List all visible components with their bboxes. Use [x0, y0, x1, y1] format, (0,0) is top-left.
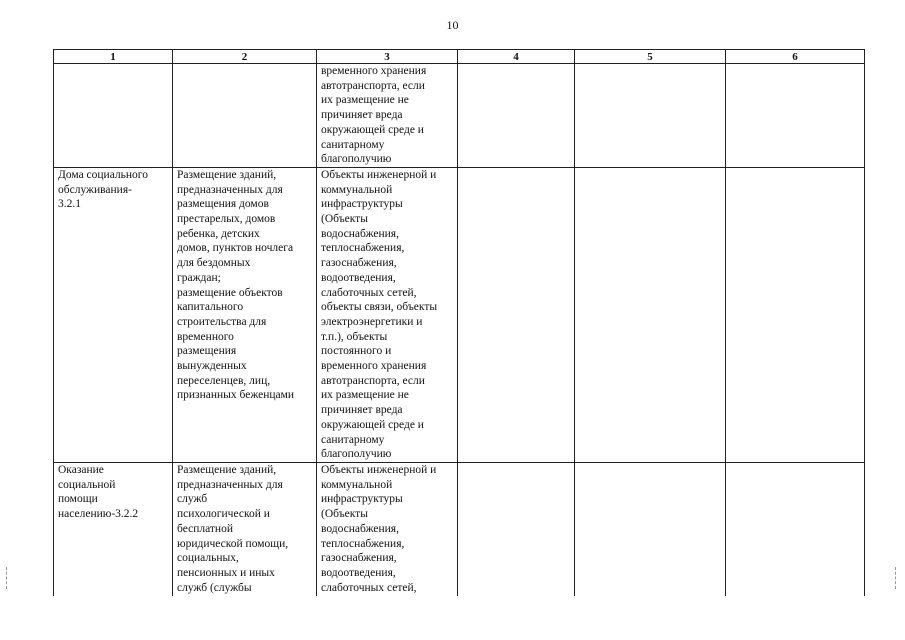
cell-text: Объекты инженерной и коммунальной инфраструктуры (Объекты водоснабжения, теплоснабжения, газоснабжения, водоотведения, слаботочных сетей, — [321, 463, 437, 594]
table-cell — [726, 167, 865, 462]
table-cell — [173, 64, 317, 168]
cell-text: временного хранения автотранспорта, если их размещение не причиняет вреда окружающей среде и санитарному благополучию — [321, 65, 427, 166]
table-cell — [575, 167, 726, 462]
table-row — [54, 64, 865, 168]
column-header-4: 4 — [458, 50, 575, 64]
table-cell — [726, 64, 865, 168]
table-cell — [173, 167, 317, 462]
table-cell — [173, 462, 317, 598]
table-header-row — [54, 50, 865, 64]
column-header-1: 1 — [54, 50, 173, 64]
cell-text: Размещение зданий, предназначенных для служб психологической и бесплатной юридической помощи, социальных, пенсионных и иных служб (службы — [177, 463, 289, 594]
table-row — [54, 462, 865, 598]
table-row — [54, 167, 865, 462]
column-header-3: 3 — [317, 50, 458, 64]
page-number: 10 — [446, 18, 459, 32]
table-cell — [458, 64, 575, 168]
table-cell — [54, 64, 173, 168]
table-cell — [317, 167, 458, 462]
table-cell — [575, 462, 726, 598]
cell-text: Объекты инженерной и коммунальной инфраструктуры (Объекты водоснабжения, теплоснабжения, газоснабжения, водоотведения, слаботочных сетей, объекты связи, объекты электроэнергетики и т.п.), объекты постоянного и временного хранения автотранспорта, если их размещение не причиняет вреда окружающей среде и санитарному благополучию — [321, 168, 438, 461]
column-header-5: 5 — [575, 50, 726, 64]
page-bottom-margin — [0, 596, 905, 640]
table-cell — [317, 462, 458, 598]
column-header-6: 6 — [726, 50, 865, 64]
column-header-2: 2 — [173, 50, 317, 64]
table-cell — [458, 167, 575, 462]
land-use-table — [53, 49, 865, 599]
table-cell — [54, 462, 173, 598]
table-cell — [317, 64, 458, 168]
cell-text: Дома социального обслуживания- 3.2.1 — [58, 168, 148, 211]
table-cell — [575, 64, 726, 168]
cell-text: Размещение зданий, предназначенных для размещения домов престарелых, домов ребенка, детских домов, пунктов ночлега для бездомных граждан; размещение объектов капитального строительства для временного размещения вынужденных переселенцев, лиц, признанных беженцами — [177, 168, 295, 402]
scan-edge-mark — [895, 567, 899, 589]
table-cell — [458, 462, 575, 598]
scan-edge-mark — [6, 567, 10, 589]
table-cell — [726, 462, 865, 598]
cell-text: Оказание социальной помощи населению-3.2.2 — [58, 463, 139, 521]
table-cell — [54, 167, 173, 462]
